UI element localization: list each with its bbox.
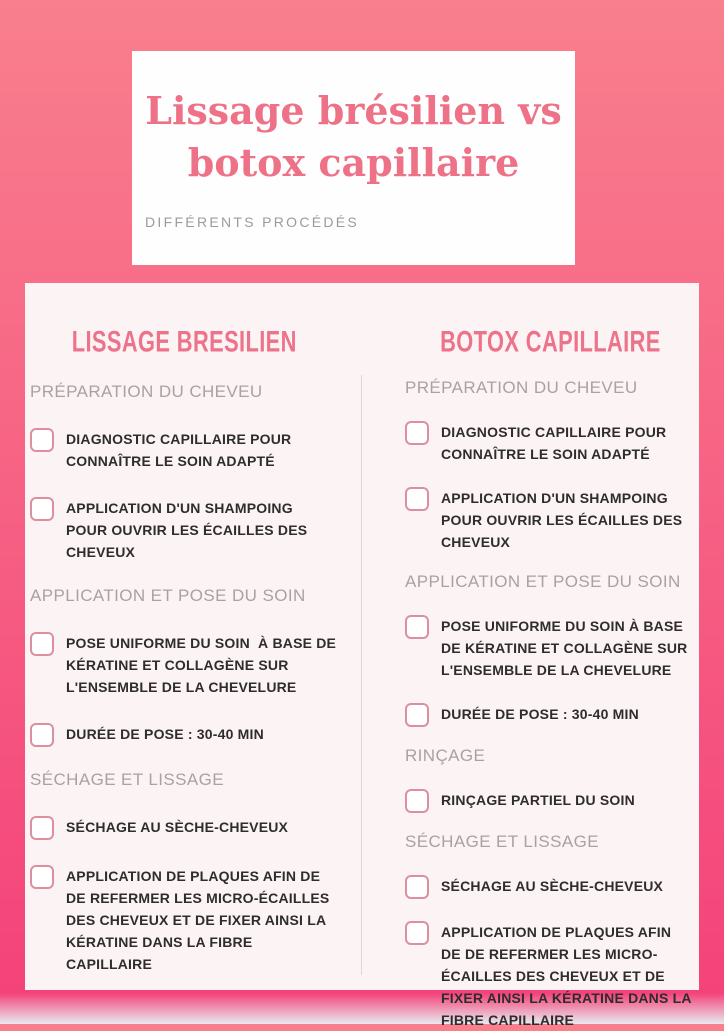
checklist-item-label: DIAGNOSTIC CAPILLAIRE POUR CONNAÎTRE LE SOIN ADAPTÉ bbox=[441, 424, 671, 462]
title-card bbox=[132, 51, 575, 265]
section-title: PRÉPARATION DU CHEVEU bbox=[30, 382, 263, 401]
checklist-item bbox=[30, 632, 341, 698]
checkbox[interactable] bbox=[30, 497, 54, 521]
section-preparation-du-cheveu bbox=[30, 381, 338, 563]
poster-subtitle: DIFFÉRENTS PROCÉDÉS bbox=[145, 214, 360, 230]
poster-title-line1: Lissage brésilien vs bbox=[145, 88, 562, 133]
checkbox[interactable] bbox=[405, 789, 429, 813]
checklist-item-label: SÉCHAGE AU SÈCHE-CHEVEUX bbox=[441, 878, 664, 894]
column-divider bbox=[361, 375, 362, 975]
checklist-item bbox=[405, 615, 695, 681]
checkbox[interactable] bbox=[30, 865, 54, 889]
column-heading-botox-capillaire bbox=[405, 325, 695, 359]
section-title: SÉCHAGE ET LISSAGE bbox=[30, 770, 224, 789]
column-heading-lissage-bresilien bbox=[30, 325, 338, 359]
column-botox-capillaire bbox=[362, 283, 699, 1028]
section-rincage bbox=[405, 745, 695, 813]
checkbox[interactable] bbox=[405, 615, 429, 639]
section-title: APPLICATION ET POSE DU SOIN bbox=[30, 586, 306, 605]
section-title: APPLICATION ET POSE DU SOIN bbox=[405, 572, 681, 591]
poster-title-line2: botox capillaire bbox=[187, 140, 520, 185]
section-title: PRÉPARATION DU CHEVEU bbox=[405, 378, 638, 397]
checklist-item bbox=[405, 487, 695, 553]
columns-container bbox=[25, 283, 699, 1028]
section-title: SÉCHAGE ET LISSAGE bbox=[405, 832, 599, 851]
checklist-item-label: APPLICATION D'UN SHAMPOING POUR OUVRIR LES ÉCAILLES DES CHEVEUX bbox=[441, 490, 687, 550]
checklist-item-label: SÉCHAGE AU SÈCHE-CHEVEUX bbox=[66, 819, 289, 835]
checklist-item-label: DURÉE DE POSE : 30-40 MIN bbox=[441, 706, 639, 722]
comparison-panel bbox=[25, 283, 699, 1028]
section-sechage-et-lissage bbox=[30, 769, 338, 975]
checklist-item bbox=[405, 421, 695, 465]
checklist-item bbox=[405, 875, 695, 899]
checklist-item-label: POSE UNIFORME DU SOIN À BASE DE KÉRATINE ET COLLAGÈNE SUR L'ENSEMBLE DE LA CHEVELURE bbox=[441, 618, 692, 678]
checklist-item-label: DIAGNOSTIC CAPILLAIRE POUR CONNAÎTRE LE SOIN ADAPTÉ bbox=[66, 431, 296, 469]
column-heading-label: LISSAGE BRESILIEN bbox=[71, 325, 297, 358]
checkbox[interactable] bbox=[405, 921, 429, 945]
checklist-item-label: APPLICATION D'UN SHAMPOING POUR OUVRIR LES ÉCAILLES DES CHEVEUX bbox=[66, 500, 312, 560]
checklist-item bbox=[30, 865, 338, 975]
checklist-item-label: APPLICATION DE PLAQUES AFIN DE DE REFERMER LES MICRO-ÉCAILLES DES CHEVEUX ET DE FIXER AINSI LA KÉRATINE DANS LA FIBRE CAPILLAIRE bbox=[441, 924, 696, 1028]
checklist-item-label: POSE UNIFORME DU SOIN À BASE DE KÉRATINE ET COLLAGÈNE SUR L'ENSEMBLE DE LA CHEVELURE bbox=[66, 635, 341, 695]
checklist-item bbox=[30, 816, 338, 840]
checkbox[interactable] bbox=[30, 428, 54, 452]
poster-title bbox=[132, 85, 575, 189]
section-preparation-du-cheveu bbox=[405, 377, 695, 553]
checklist-item bbox=[405, 921, 695, 1031]
section-sechage-et-lissage bbox=[405, 831, 695, 1031]
checkbox[interactable] bbox=[405, 421, 429, 445]
column-lissage-bresilien bbox=[25, 283, 362, 990]
checkbox[interactable] bbox=[405, 487, 429, 511]
checkbox[interactable] bbox=[405, 875, 429, 899]
section-title: RINÇAGE bbox=[405, 746, 486, 765]
checklist-item bbox=[405, 703, 695, 727]
section-application-et-pose bbox=[405, 571, 695, 727]
checklist-item bbox=[30, 723, 338, 747]
checkbox[interactable] bbox=[30, 816, 54, 840]
section-application-et-pose bbox=[30, 585, 341, 747]
checklist-item bbox=[405, 789, 695, 813]
checklist-item-label: RINÇAGE PARTIEL DU SOIN bbox=[441, 792, 635, 808]
column-heading-label: BOTOX CAPILLAIRE bbox=[439, 325, 661, 358]
checklist-item-label: APPLICATION DE PLAQUES AFIN DE DE REFERMER LES MICRO-ÉCAILLES DES CHEVEUX ET DE FIXER AINSI LA KÉRATINE DANS LA FIBRE CAPILLAIRE bbox=[66, 868, 334, 972]
checklist-item bbox=[30, 428, 338, 472]
checklist-item-label: DURÉE DE POSE : 30-40 MIN bbox=[66, 726, 264, 742]
checkbox[interactable] bbox=[30, 723, 54, 747]
checkbox[interactable] bbox=[405, 703, 429, 727]
checklist-item bbox=[30, 497, 338, 563]
checkbox[interactable] bbox=[30, 632, 54, 656]
